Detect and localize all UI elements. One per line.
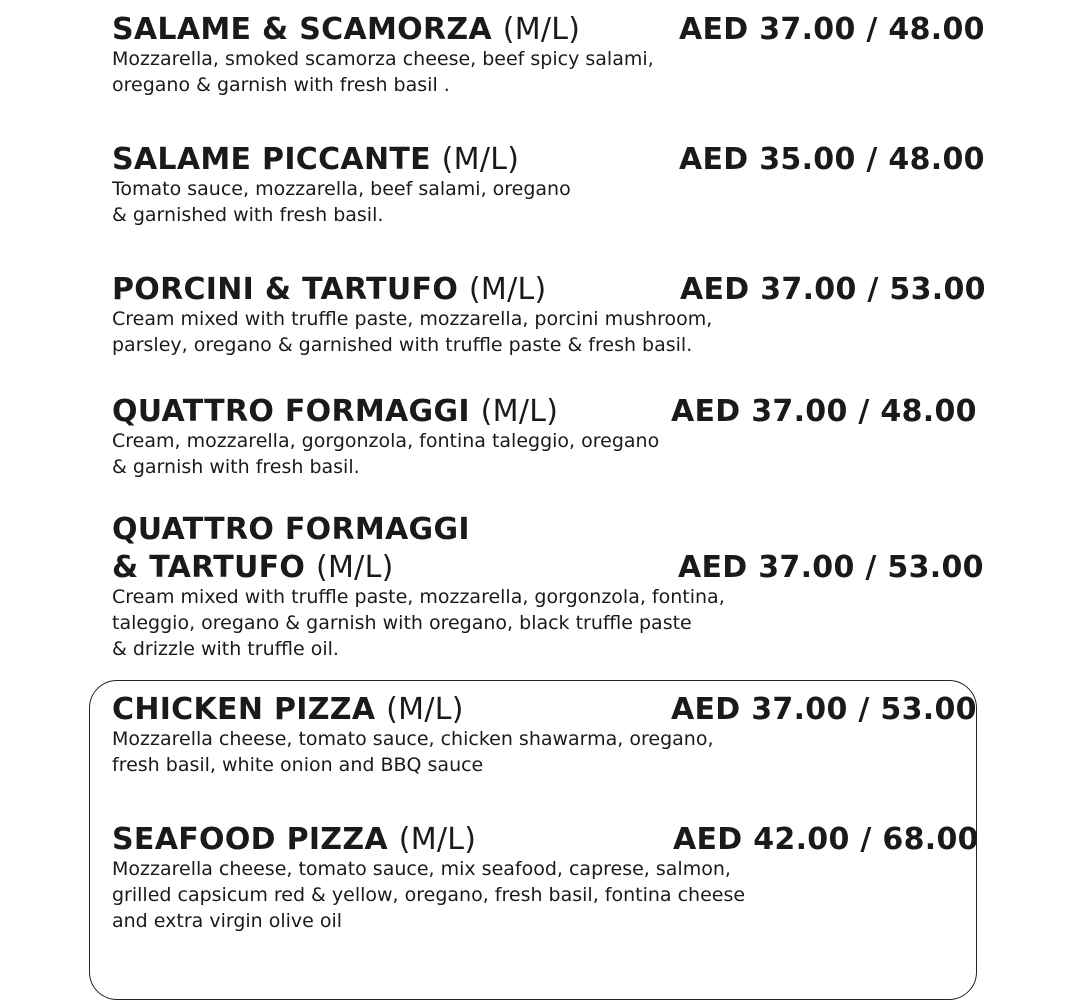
item-desc-line: Mozzarella, smoked scamorza cheese, beef spicy salami, xyxy=(112,48,654,70)
item-name: PORCINI & TARTUFO (M/L) xyxy=(112,272,547,307)
menu-item-chicken-pizza xyxy=(112,694,714,778)
item-desc-line: Mozzarella cheese, tomato sauce, chicken shawarma, oregano, xyxy=(112,728,714,750)
menu-item-seafood-pizza xyxy=(112,824,745,934)
item-name: SEAFOOD PIZZA (M/L) xyxy=(112,822,477,857)
item-price: AED 37.00 / 48.00 xyxy=(679,12,985,47)
item-price: AED 42.00 / 68.00 xyxy=(673,822,979,857)
item-desc-line: & garnish with fresh basil. xyxy=(112,456,360,478)
item-desc-line: oregano & garnish with fresh basil . xyxy=(112,74,450,96)
item-name: CHICKEN PIZZA (M/L) xyxy=(112,692,464,727)
item-name: QUATTRO FORMAGGI (M/L) xyxy=(112,394,559,429)
item-price: AED 37.00 / 48.00 xyxy=(671,394,977,429)
menu-item-quattro-formaggi xyxy=(112,396,659,480)
item-desc-line: and extra virgin olive oil xyxy=(112,910,343,932)
item-desc-line: Cream mixed with truffle paste, mozzarella, gorgonzola, fontina, xyxy=(112,586,725,608)
item-name: SALAME PICCANTE (M/L) xyxy=(112,142,520,177)
menu-item-salame-scamorza xyxy=(112,14,654,98)
item-desc-line: & garnished with fresh basil. xyxy=(112,204,384,226)
menu-item-porcini-tartufo xyxy=(112,274,712,358)
item-name-line1: QUATTRO FORMAGGI xyxy=(112,512,470,547)
item-desc-line: Cream, mozzarella, gorgonzola, fontina taleggio, oregano xyxy=(112,430,660,452)
menu-item-quattro-formaggi-tartufo xyxy=(112,514,725,662)
item-desc-line: Cream mixed with truffle paste, mozzarella, porcini mushroom, xyxy=(112,308,713,330)
item-desc-line: fresh basil, white onion and BBQ sauce xyxy=(112,754,484,776)
item-desc-line: parsley, oregano & garnished with truffle paste & fresh basil. xyxy=(112,334,693,356)
item-price: AED 37.00 / 53.00 xyxy=(680,272,986,307)
item-price: AED 35.00 / 48.00 xyxy=(679,142,985,177)
menu-item-salame-piccante xyxy=(112,144,571,228)
item-desc-line: & drizzle with truffle oil. xyxy=(112,638,339,660)
item-name: & TARTUFO (M/L) xyxy=(112,550,394,585)
item-price: AED 37.00 / 53.00 xyxy=(671,692,977,727)
item-price: AED 37.00 / 53.00 xyxy=(678,550,984,585)
item-name: SALAME & SCAMORZA (M/L) xyxy=(112,12,581,47)
item-desc-line: taleggio, oregano & garnish with oregano, black truffle paste xyxy=(112,612,692,634)
item-desc-line: Mozzarella cheese, tomato sauce, mix seafood, caprese, salmon, xyxy=(112,858,731,880)
item-desc-line: grilled capsicum red & yellow, oregano, fresh basil, fontina cheese xyxy=(112,884,746,906)
item-desc-line: Tomato sauce, mozzarella, beef salami, oregano xyxy=(112,178,571,200)
